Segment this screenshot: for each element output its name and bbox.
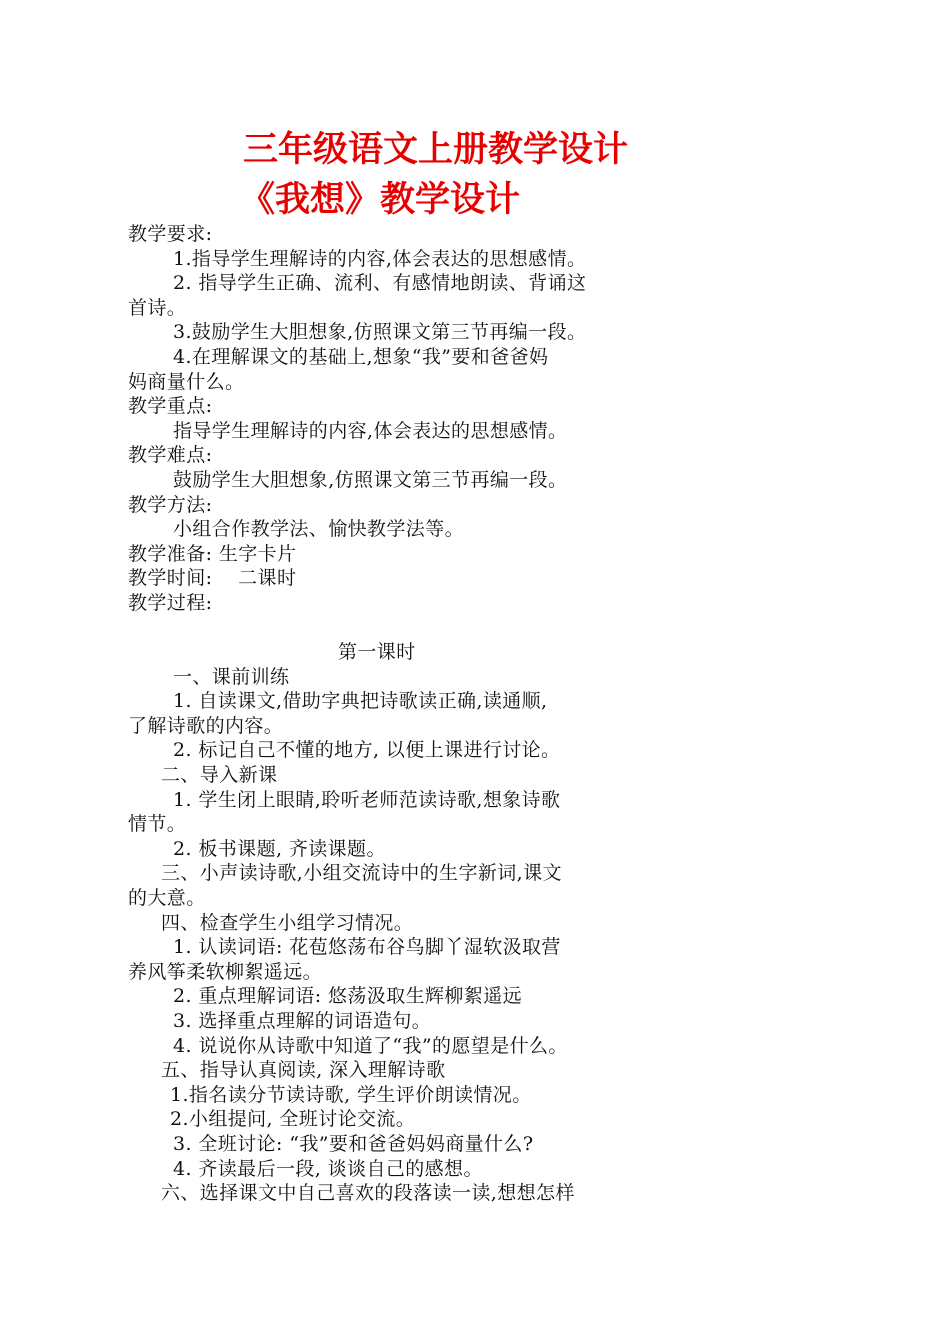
text-line: 教学准备: 生字卡片	[128, 542, 297, 565]
text-line: 1. 自读课文,借助字典把诗歌读正确,读通顺,	[173, 690, 548, 713]
text-line: 2.小组提问, 全班讨论交流。	[170, 1108, 416, 1131]
section-heading: 教学难点:	[128, 444, 213, 467]
text-line: 一、课前训练	[173, 665, 290, 688]
text-line: 2. 重点理解词语: 悠荡汲取生辉柳絮遥远	[173, 985, 523, 1008]
text-line: 二、导入新课	[161, 764, 278, 787]
section-heading: 教学过程:	[128, 591, 213, 614]
text-line: 教学要求:	[128, 223, 213, 245]
document-body	[128, 222, 648, 1206]
text-line: 了解诗歌的内容。	[128, 714, 284, 737]
text-line: 2. 指导学生正确、流利、有感情地朗读、背诵这	[173, 272, 587, 295]
text-line: 3. 选择重点理解的词语造句。	[173, 1010, 432, 1032]
text-line: 五、指导认真阅读, 深入理解诗歌	[161, 1059, 446, 1082]
text-line: 教学时间: 二课时	[128, 567, 297, 590]
text-line: 小组合作教学法、愉快教学法等。	[173, 518, 465, 541]
text-line: 指导学生理解诗的内容,体会表达的思想感情。	[173, 419, 568, 442]
text-line: 四、检查学生小组学习情况。	[161, 911, 414, 934]
text-line: 养风筝柔软柳絮遥远。	[128, 960, 323, 983]
section-heading: 教学重点:	[128, 395, 213, 418]
text-line: 4. 说说你从诗歌中知道了“我”的愿望是什么。	[173, 1034, 568, 1057]
text-line: 六、选择课文中自己喜欢的段落读一读,想想怎样	[161, 1182, 575, 1205]
document-subtitle: 《我想》教学设计	[240, 180, 521, 220]
text-line: 4. 齐读最后一段, 谈谈自己的感想。	[173, 1157, 483, 1180]
document-title: 三年级语文上册教学设计	[243, 130, 629, 170]
text-line: 鼓励学生大胆想象,仿照课文第三节再编一段。	[173, 468, 568, 491]
text-line: 情节。	[128, 813, 187, 836]
section-heading: 教学方法:	[128, 493, 213, 516]
text-line: 2. 标记自己不懂的地方, 以便上课进行讨论。	[173, 739, 561, 762]
text-line: 3.鼓励学生大胆想象,仿照课文第三节再编一段。	[173, 321, 587, 344]
text-line: 1.指导学生理解诗的内容,体会表达的思想感情。	[173, 247, 587, 270]
text-line: 1. 学生闭上眼睛,聆听老师范读诗歌,想象诗歌	[173, 788, 561, 811]
blank-line	[128, 616, 648, 641]
text-line: 三、小声读诗歌,小组交流诗中的生字新词,课文	[161, 862, 562, 885]
text-line: 2. 板书课题, 齐读课题。	[173, 837, 386, 860]
text-line: 妈商量什么。	[128, 370, 245, 393]
text-line: 1.指名读分节读诗歌, 学生评价朗读情况。	[170, 1083, 532, 1106]
text-line: 首诗。	[128, 296, 187, 319]
text-line: 4.在理解课文的基础上,想象“我”要和爸爸妈	[173, 345, 549, 368]
text-line: 3. 全班讨论: “我”要和爸爸妈妈商量什么?	[173, 1132, 534, 1155]
text-line: 的大意。	[128, 887, 206, 910]
text-line: 1. 认读词语: 花苞悠荡布谷鸟脚丫湿软汲取营	[173, 936, 561, 959]
lesson-heading: 第一课时	[338, 641, 416, 664]
